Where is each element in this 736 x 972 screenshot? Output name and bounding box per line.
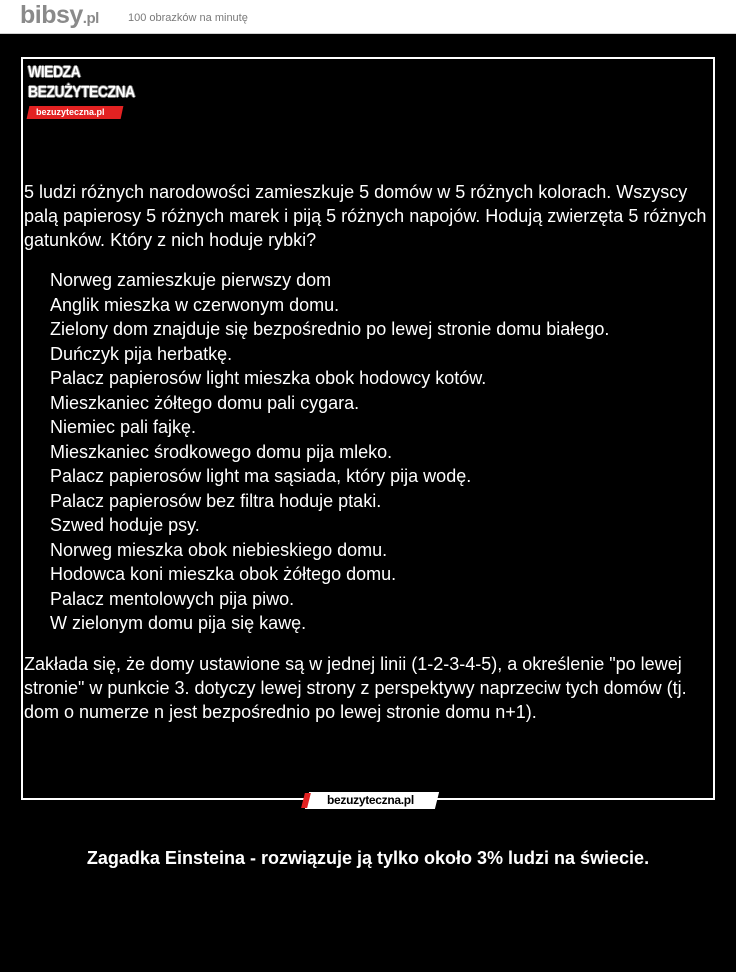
footer-tag-text: bezuzyteczna.pl bbox=[327, 793, 414, 807]
site-tagline: 100 obrazków na minutę bbox=[128, 12, 248, 24]
puzzle-rule: Anglik mieszka w czerwonym domu. bbox=[50, 294, 340, 315]
puzzle-note: Zakłada się, że domy ustawione są w jednej linii (1-2-3-4-5), a określenie "po lewej stronie" w punkcie 3. dotyczy lewej strony z perspektywy naprzeciw tych domów (tj. dom o numerze n jest bezpośrednio po lewej stronie domu n+1). bbox=[24, 653, 687, 722]
puzzle-intro: 5 ludzi różnych narodowości zamieszkuje 5 domów w 5 różnych kolorach. Wszyscy palą papierosy 5 różnych marek i piją 5 różnych napojów. Hodują zwierzęta 5 różnych gatunków. Który z nich hoduje rybki? bbox=[24, 182, 707, 250]
wiedza-bezuzyteczna-logo bbox=[28, 62, 135, 120]
frame-footer-tag bbox=[307, 792, 437, 809]
puzzle-rule: Norweg zamieszkuje pierwszy dom bbox=[50, 270, 332, 290]
puzzle-rule: Palacz papierosów light mieszka obok hodowcy kotów. bbox=[50, 368, 487, 388]
puzzle-rule: Hodowca koni mieszka obok żółtego domu. bbox=[50, 564, 397, 584]
logo-text: bibsy bbox=[20, 1, 83, 29]
logo-tld: .pl bbox=[82, 10, 99, 27]
puzzle-rule: Duńczyk pija herbatkę. bbox=[50, 343, 233, 364]
puzzle-rule: Zielony dom znajduje się bezpośrednio po lewej stronie domu białego. bbox=[50, 319, 610, 339]
puzzle-content bbox=[24, 180, 714, 724]
puzzle-rules-list bbox=[50, 268, 714, 636]
puzzle-rule: Mieszkaniec żółtego domu pali cygara. bbox=[50, 392, 360, 413]
puzzle-rule: Norweg mieszka obok niebieskiego domu. bbox=[50, 539, 388, 560]
puzzle-rule: Palacz papierosów light ma sąsiada, który pija wodę. bbox=[50, 466, 472, 486]
puzzle-rule: W zielonym domu pija się kawę. bbox=[50, 613, 307, 633]
site-logo[interactable] bbox=[20, 1, 99, 30]
badge-url: bezuzyteczna.pl bbox=[36, 107, 105, 117]
puzzle-rule: Palacz mentolowych pija piwo. bbox=[50, 588, 295, 609]
image-caption: Zagadka Einsteina - rozwiązuje ją tylko około 3% ludzi na świecie. bbox=[86, 848, 650, 868]
puzzle-rule: Palacz papierosów bez filtra hoduje ptaki. bbox=[50, 490, 382, 511]
puzzle-rule: Niemiec pali fajkę. bbox=[50, 417, 197, 437]
puzzle-rule: Szwed hoduje psy. bbox=[50, 515, 200, 535]
site-header bbox=[0, 0, 736, 34]
puzzle-rule: Mieszkaniec środkowego domu pija mleko. bbox=[50, 441, 393, 462]
badge-line-1: WIEDZA bbox=[28, 62, 81, 81]
demotivator-frame bbox=[21, 57, 715, 800]
badge-line-2: BEZUŻYTECZNA bbox=[28, 82, 135, 101]
